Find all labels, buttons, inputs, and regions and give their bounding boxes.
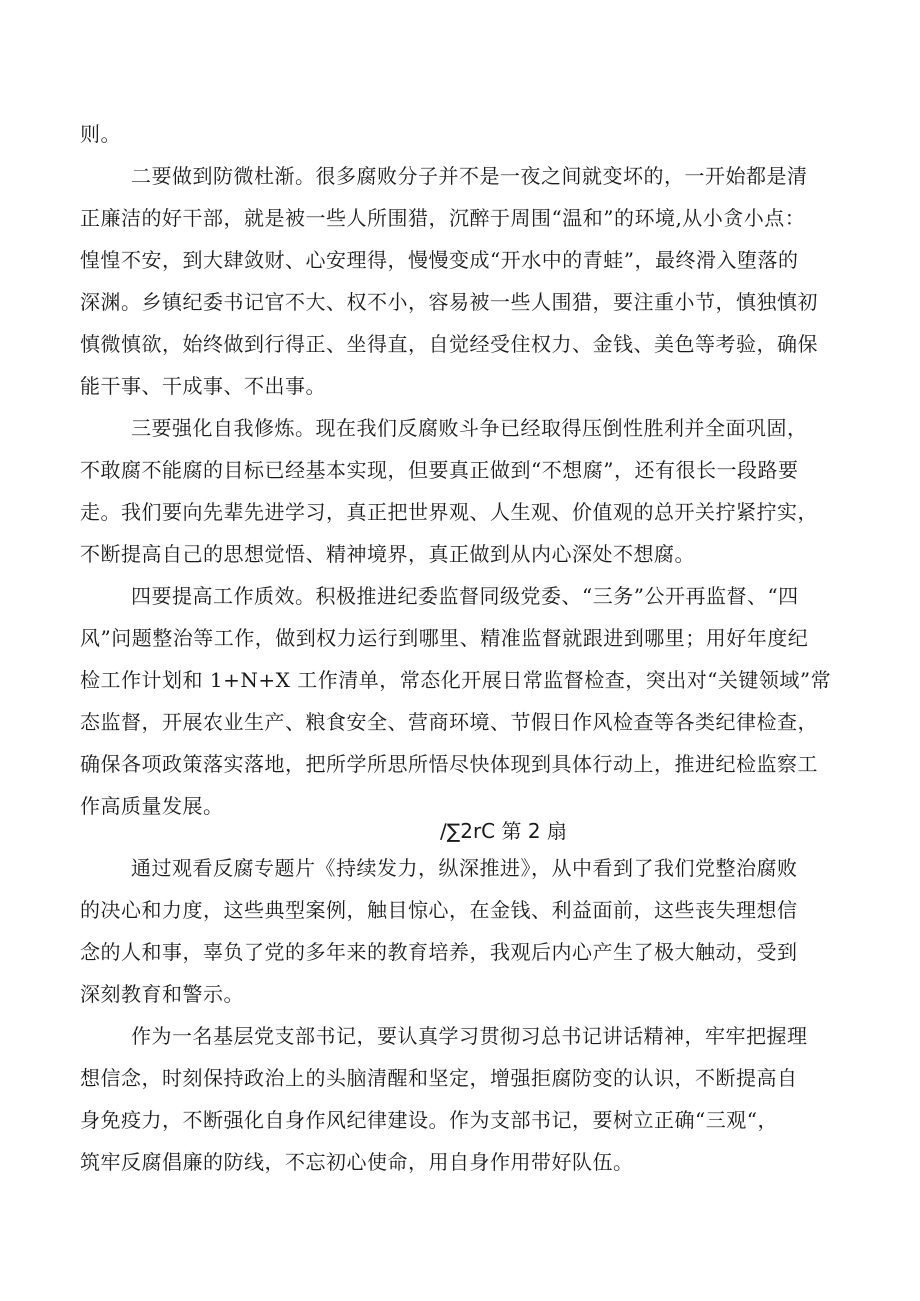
paragraph-4-start: 四要提高工作质效。积极推进纪委监督同级党委、“三务”公开再监督、“四 <box>131 584 799 608</box>
text-line: 风”问题整治等工作，做到权力运行到哪里、精准监督就跟进到哪里；用好年度纪 <box>80 626 809 650</box>
text-line: 慎微慎欲，始终做到行得正、坐得直，自觉经受住权力、金钱、美色等考验，确保 <box>80 332 818 356</box>
text-line: 想信念，时刻保持政治上的头脑清醒和坚定，增强拒腐防变的认识，不断提高自 <box>80 1066 798 1090</box>
text-line: 惶惶不安，到大肆敛财、心安理得，慢慢变成“开水中的青蛙”，最终滑入堕落的 <box>80 248 799 272</box>
text-line: 深渊。乡镇纪委书记官不大、权不小，容易被一些人围猎，要注重小节，慎独慎初 <box>80 290 818 314</box>
text-line: 态监督，开展农业生产、粮食安全、营商环境、节假日作风检查等各类纪律检查， <box>80 710 818 734</box>
text-line: 深刻教育和警示。 <box>80 982 244 1006</box>
text-line: 作高质量发展。 <box>80 794 224 818</box>
text-line: 身免疫力，不断强化自身作风纪律建设。作为支部书记，要树立正确“三观“， <box>80 1108 778 1132</box>
text-line: 不断提高自己的思想觉悟、精神境界，真正做到从内心深处不想腐。 <box>80 542 695 566</box>
text-line: 念的人和事，辜负了党的多年来的教育培养，我观后内心产生了极大触动，受到 <box>80 940 798 964</box>
text-line: 筑牢反腐倡廉的防线，不忘初心使命，用自身作用带好队伍。 <box>80 1150 634 1174</box>
text-line: 走。我们要向先辈先进学习，真正把世界观、人生观、价值观的总开关拧紧拧实， <box>80 500 818 524</box>
text-line: 能干事、干成事、不出事。 <box>80 374 326 398</box>
text-line: 检工作计划和 1+N+X 工作清单，常态化开展日常监督检查，突出对“关键领域”常 <box>80 668 832 692</box>
paragraph-6-start: 作为一名基层党支部书记，要认真学习贯彻习总书记讲话精神，牢牢把握理 <box>131 1024 808 1048</box>
paragraph-2-start: 二要做到防微杜渐。很多腐败分子并不是一夜之间就变坏的，一开始都是清 <box>131 164 808 188</box>
text-line: 确保各项政策落实落地，把所学所思所悟尽快体现到具体行动上，推进纪检监察工 <box>80 752 818 776</box>
text-line: 正廉洁的好干部，就是被一些人所围猎，沉醉于周围“温和”的环境,从小贪小点： <box>80 206 806 230</box>
paragraph-5-start: 通过观看反腐专题片《持续发力，纵深推进》，从中看到了我们党整治腐败 <box>131 856 798 880</box>
text-line: 不敢腐不能腐的目标已经基本实现，但要真正做到“不想腐”，还有很长一段路要 <box>80 458 799 482</box>
section-heading: ∕∑2rC 第 2 扇 <box>440 819 567 843</box>
text-line: 则。 <box>80 122 121 146</box>
text-line: 的决心和力度，这些典型案例，触目惊心，在金钱、利益面前，这些丧失理想信 <box>80 898 798 922</box>
paragraph-3-start: 三要强化自我修炼。现在我们反腐败斗争已经取得压倒性胜利并全面巩固， <box>131 416 808 440</box>
